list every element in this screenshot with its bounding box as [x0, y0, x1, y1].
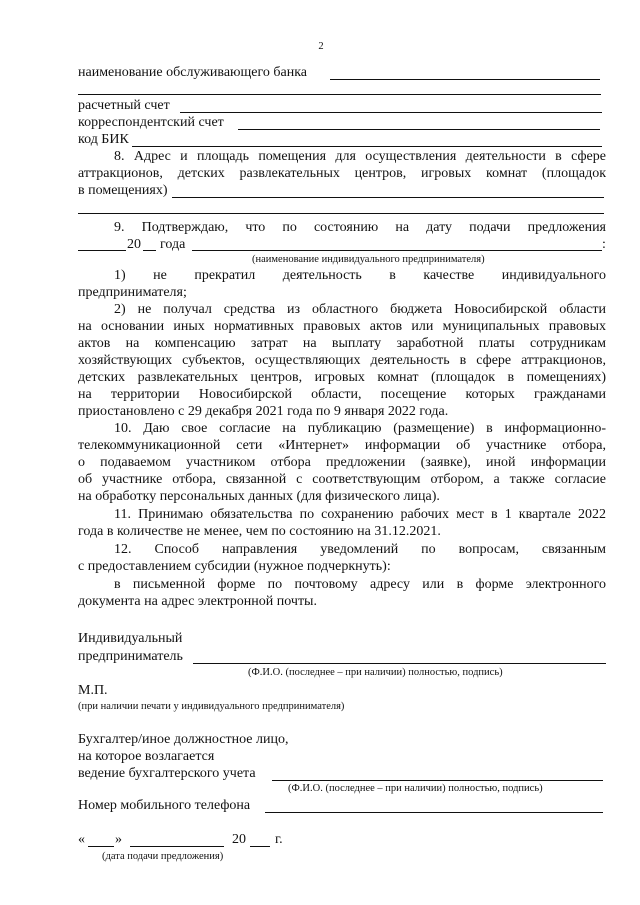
accountant-signature-field[interactable] — [272, 780, 603, 781]
item9-point1-line1: 1) не прекратил деятельность в качестве индивидуального — [114, 268, 606, 283]
item8-address-field-line2[interactable] — [78, 213, 604, 214]
date-quote-open: « — [78, 832, 85, 847]
item12-option-line2[interactable]: документа на адрес электронной почты. — [78, 594, 317, 609]
item11-line2: года в количестве не менее, чем по состоянию на 31.12.2021. — [78, 524, 441, 539]
item8-line1: 8. Адрес и площадь помещения для осуществления деятельности в сфере — [114, 149, 606, 164]
item9-year-suffix: года — [160, 237, 186, 252]
accountant-label-line1: Бухгалтер/иное должностное лицо, — [78, 732, 289, 747]
item8-line2: аттракционов, детских развлекательных центров, игровых комнат (площадок — [78, 166, 606, 181]
item10-line1: 10. Даю свое согласие на публикацию (размещение) в информационно- — [114, 421, 606, 436]
item9-point2-line3: актов на компенсацию затрат на выплату заработной платы сотрудникам — [78, 336, 606, 351]
ip-signature-field[interactable] — [193, 663, 606, 664]
item10-line3: о подаваемом участником отбора предложении (заявке), иной информации — [78, 455, 606, 470]
accountant-fio-caption: (Ф.И.О. (последнее – при наличии) полностью, подпись) — [288, 783, 543, 794]
ip-label-line2: предприниматель — [78, 649, 183, 664]
item9-name-caption: (наименование индивидуального предпринимателя) — [252, 254, 485, 265]
ip-fio-caption: (Ф.И.О. (последнее – при наличии) полностью, подпись) — [248, 667, 503, 678]
date-month-field[interactable] — [130, 846, 224, 847]
item9-year-text: 20 — [127, 237, 141, 252]
settlement-account-field[interactable] — [180, 112, 602, 113]
date-day-field[interactable] — [88, 846, 114, 847]
stamp-caption: (при наличии печати у индивидуального предпринимателя) — [78, 701, 345, 712]
item11-line1: 11. Принимаю обязательства по сохранению рабочих мест в 1 квартале 2022 — [114, 507, 606, 522]
phone-field[interactable] — [265, 812, 603, 813]
item9-line1: 9. Подтверждаю, что по состоянию на дату подачи предложения — [114, 220, 606, 235]
item9-point1-line2: предпринимателя; — [78, 285, 187, 300]
item9-year-blank[interactable] — [143, 250, 156, 251]
settlement-account-label: расчетный счет — [78, 98, 170, 113]
item9-point2-line2: на основании иных нормативных правовых актов или муниципальных правовых — [78, 319, 606, 334]
date-year-field[interactable] — [250, 846, 270, 847]
item8-address-field[interactable] — [172, 197, 604, 198]
item9-date-blank[interactable] — [78, 250, 126, 251]
bank-name-field-line2[interactable] — [78, 94, 601, 95]
stamp-label: М.П. — [78, 683, 108, 698]
accountant-label-line2: на которое возлагается — [78, 749, 215, 764]
date-quote-close: » — [115, 832, 122, 847]
item12-line1: 12. Способ направления уведомлений по вопросам, связанным — [114, 542, 606, 557]
item8-line3: в помещениях) — [78, 183, 168, 198]
phone-label: Номер мобильного телефона — [78, 798, 251, 813]
bank-name-field[interactable] — [330, 79, 600, 80]
correspondent-account-field[interactable] — [238, 129, 600, 130]
bik-label: код БИК — [78, 132, 129, 147]
ip-label-line1: Индивидуальный — [78, 631, 183, 646]
item9-colon: : — [602, 237, 606, 252]
date-year-suffix: г. — [275, 832, 283, 847]
correspondent-account-label: корреспондентский счет — [78, 115, 224, 130]
item9-point2-line6: на территории Новосибирской области, посещение которых гражданами — [78, 387, 606, 402]
item9-point2-line1: 2) не получал средства из областного бюджета Новосибирской области — [114, 302, 606, 317]
item10-line2: телекоммуникационной сети «Интернет» информации об участнике отбора, — [78, 438, 606, 453]
item9-point2-line4: хозяйствующих субъектов, осуществляющих деятельность в сфере аттракционов, — [78, 353, 606, 368]
item9-point2-line7: приостановлено с 29 декабря 2021 года по 9 января 2022 года. — [78, 404, 449, 419]
item9-point2-line5: детских развлекательных центров, игровых комнат (площадок в помещениях) — [78, 370, 606, 385]
date-year-text: 20 — [232, 832, 246, 847]
item12-option-line1[interactable]: в письменной форме по почтовому адресу или в форме электронного — [114, 577, 606, 592]
item12-line2: с предоставлением субсидии (нужное подчеркнуть): — [78, 559, 391, 574]
bik-field[interactable] — [132, 146, 602, 147]
item10-line5: на обработку персональных данных (для физического лица). — [78, 489, 440, 504]
accountant-label-line3: ведение бухгалтерского учета — [78, 766, 256, 781]
item10-line4: об участнике отбора, связанной с соответствующим отбором, а также согласие — [78, 472, 606, 487]
bank-name-label: наименование обслуживающего банка — [78, 65, 308, 80]
page-number: 2 — [318, 41, 324, 52]
item9-name-field[interactable] — [192, 250, 602, 251]
date-caption: (дата подачи предложения) — [102, 851, 224, 862]
